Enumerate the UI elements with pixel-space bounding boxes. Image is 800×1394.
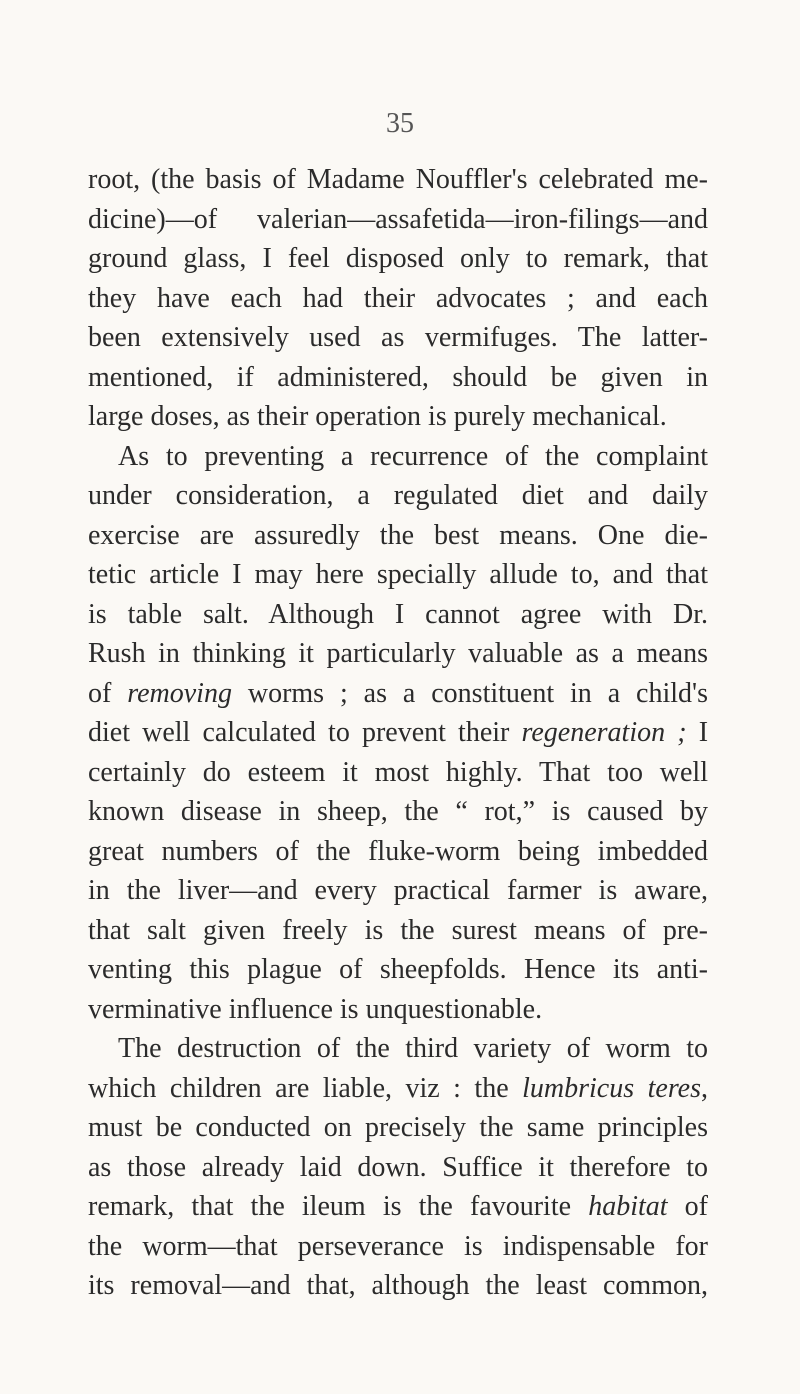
text-line: tetic article I may here specially allude to, and that bbox=[88, 559, 708, 590]
line-text: of bbox=[667, 1191, 708, 1222]
italic-term: lumbricus teres bbox=[522, 1072, 701, 1104]
paragraph-start-line: As to preventing a recurrence of the complaint bbox=[118, 440, 708, 472]
text-line: venting this plague of sheepfolds. Hence its anti- bbox=[88, 954, 708, 985]
text-line: dicine)—of valerian—assafetida—iron-filings—and bbox=[88, 203, 708, 235]
text-line: been extensively used as vermifuges. The latter- bbox=[88, 322, 708, 353]
page-number: 35 bbox=[386, 108, 414, 139]
line-text: worms ; as a constituent in a child's bbox=[231, 677, 708, 709]
italic-term: regeneration ; bbox=[521, 717, 687, 748]
italic-term: removing bbox=[127, 677, 232, 709]
text-line: as those already laid down. Suffice it therefore to bbox=[88, 1151, 708, 1183]
text-line: mentioned, if administered, should be given in bbox=[88, 361, 708, 393]
line-text: remark, that the ileum is the favourite bbox=[88, 1191, 589, 1222]
text-line: exercise are assuredly the best means. One die- bbox=[88, 519, 708, 551]
text-line: in the liver—and every practical farmer is aware, bbox=[88, 875, 708, 906]
line-text: of bbox=[88, 677, 128, 709]
line-text: which children are liable, viz : the bbox=[88, 1072, 523, 1104]
text-line: known disease in sheep, the “ rot,” is caused by bbox=[88, 796, 708, 827]
paragraph-start-line: The destruction of the third variety of worm to bbox=[118, 1033, 708, 1064]
text-line: must be conducted on precisely the same principles bbox=[88, 1112, 708, 1143]
text-line: root, (the basis of Madame Nouffler's celebrated me- bbox=[88, 164, 708, 195]
text-line: great numbers of the fluke-worm being imbedded bbox=[88, 835, 708, 867]
body-text bbox=[88, 160, 708, 1306]
text-line: that salt given freely is the surest means of pre- bbox=[88, 914, 708, 946]
text-line: is table salt. Although I cannot agree with Dr. bbox=[88, 598, 708, 630]
text-line: Rush in thinking it particularly valuable as a means bbox=[88, 638, 708, 669]
line-text: diet well calculated to prevent their bbox=[88, 717, 522, 748]
italic-term: habitat bbox=[588, 1191, 668, 1222]
text-line: verminative influence is unquestionable. bbox=[88, 993, 543, 1025]
text-line: they have each had their advocates ; and each bbox=[88, 282, 708, 314]
text-line: ground glass, I feel disposed only to remark, that bbox=[88, 243, 708, 274]
line-text: I bbox=[686, 717, 709, 748]
text-line-with-italic bbox=[88, 674, 708, 714]
text-line: the worm—that perseverance is indispensable for bbox=[88, 1230, 708, 1262]
text-line-with-italic bbox=[88, 1187, 708, 1227]
text-line-with-italic bbox=[88, 713, 708, 753]
text-line: under consideration, a regulated diet and daily bbox=[88, 480, 708, 511]
text-line: large doses, as their operation is purely mechanical. bbox=[88, 401, 667, 432]
text-line: its removal—and that, although the least common, bbox=[88, 1270, 708, 1301]
line-text: , bbox=[701, 1072, 708, 1104]
text-line: certainly do esteem it most highly. That too well bbox=[88, 756, 708, 788]
text-line-with-italic bbox=[88, 1069, 708, 1109]
